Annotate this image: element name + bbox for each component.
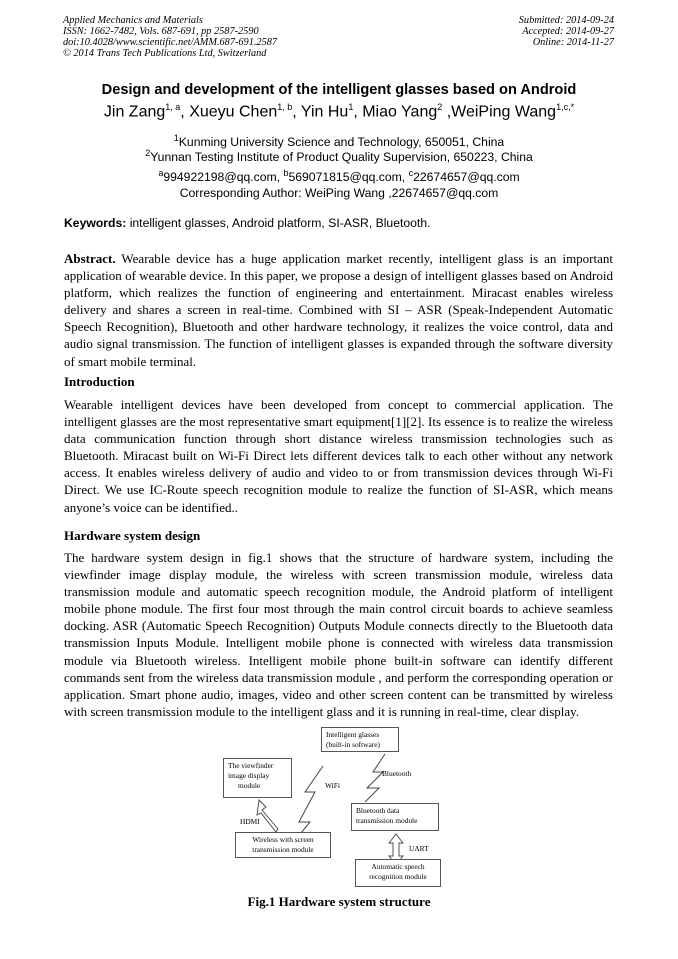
email-sup: c <box>408 168 414 178</box>
glasses-sublabel: (built-in software) <box>326 740 380 749</box>
email-sup: a <box>158 168 164 178</box>
journal-header <box>63 15 277 59</box>
abstract-label: Abstract. <box>64 251 116 266</box>
copyright: © 2014 Trans Tech Publications Ltd, Switzerland <box>63 48 267 59</box>
author-sup: 1,c,* <box>556 102 575 112</box>
asr-module-box <box>355 859 441 887</box>
wifi-link <box>297 766 323 838</box>
email-line <box>0 165 678 185</box>
viewfinder-label-3: module <box>238 781 261 790</box>
author-name: Yin Hu <box>300 103 349 121</box>
email-b: 569071815@qq.com, <box>288 170 406 185</box>
email-c: 22674657@qq.com <box>413 170 520 185</box>
introduction-heading: Introduction <box>64 374 135 389</box>
asr-module-label-2: recognition module <box>369 872 427 881</box>
affiliation-text: Kunming University Science and Technology, 650051, China <box>178 135 505 150</box>
hdmi-label: HDMI <box>240 817 260 826</box>
wireless-screen-box <box>235 832 331 858</box>
author-name: WeiPing Wang <box>451 103 557 121</box>
uart-label: UART <box>409 844 429 853</box>
issn: ISSN: 1662-7482, Vols. 687-691, pp 2587-2590 <box>63 26 259 37</box>
hardware-text: The hardware system design in fig.1 shows that the structure of hardware system, including the viewfinder image display module, the wireless with screen transmission module, wireless data transmission module and automatic speech recognition module, the Android platform of intelligent mobile phone module. The first four most through the main control circuit boards to achieve seamless docking. ASR (Automatic Speech Recognition) Outputs Module connects directly to the Bluetooth data transmission Inputs Module. Intelligent mobile phone is connected with wireless data transmission module via Bluetooth wireless. Intelligent mobile phone built-in software can identify different commands sent from the wireless data transmission module , and perform the corresponding operation or application. Smart phone audio, images, video and other screen content can be transmitted by wireless with screen transmission module to the intelligent glass and it is running in real-time, clear display. <box>64 550 613 719</box>
bluetooth-module-box <box>351 803 439 831</box>
keywords-text: intelligent glasses, Android platform, SI-ASR, Bluetooth. <box>126 216 431 230</box>
hardware-heading: Hardware system design <box>64 528 201 543</box>
paper-title: Design and development of the intelligent glasses based on Android <box>101 82 577 98</box>
wireless-screen-label-2: transmission module <box>252 845 314 854</box>
bluetooth-module-label-1: Bluetooth data <box>356 806 400 815</box>
abstract-text: Wearable device has a huge application market recently, intelligent glass is an important application of wearable device. In this paper, we propose a design of intelligent glasses based on Android platform, which realizes the function of engineering and entertainment. Miracast enables wireless delivery and shares a screen in real-time. Combined with SI – ASR (Speak-Independent Automatic Speech Recognition), Bluetooth and other hardware technology, it realizes the voice control, data and audio signal transmission. The function of intelligent glasses is expanded through the software diversity of smart mobile terminal. <box>64 251 613 369</box>
keywords <box>64 216 430 230</box>
bluetooth-module-label-2: transmission module <box>356 816 418 825</box>
email-a: 994922198@qq.com, <box>163 170 281 185</box>
keywords-label: Keywords: <box>64 216 127 230</box>
abstract <box>64 250 613 370</box>
author-name: Miao Yang <box>362 103 438 121</box>
wireless-screen-label-1: Wireless with screen <box>252 835 314 844</box>
bluetooth-label: Bluetooth <box>382 769 412 778</box>
journal-name: Applied Mechanics and Materials <box>63 15 203 26</box>
submitted-date: Submitted: 2014-09-24 <box>518 15 614 26</box>
affiliation-sup: 2 <box>145 148 151 158</box>
hdmi-arrow <box>257 800 278 832</box>
author-sup: 1, a <box>165 102 181 112</box>
asr-module-label-1: Automatic speech <box>371 862 425 871</box>
doi: doi:10.4028/www.scientific.net/AMM.687-691.2587 <box>63 37 278 48</box>
author-name: Xueyu Chen <box>189 103 278 121</box>
viewfinder-label-2: image display <box>228 771 270 780</box>
glasses-label: Intelligent glasses <box>326 730 380 739</box>
viewfinder-label-1: The viewfinder <box>228 761 274 770</box>
viewfinder-box <box>223 758 292 798</box>
author-sup: 2 <box>437 102 443 112</box>
corresponding-author: Corresponding Author: WeiPing Wang ,22674657@qq.com <box>179 186 499 201</box>
dates-header <box>519 15 614 48</box>
glasses-box <box>321 727 399 752</box>
hardware-diagram <box>215 726 477 888</box>
emails <box>0 165 678 201</box>
author-list: Jin Zang$^{1, a}$, Xueyu Chen$^{1, b}$, Yin Hu$^1$, Miao Yang$^2$ ,WeiPing Wang$^{1,c,*}$ <box>103 102 575 121</box>
affiliation-text: Yunnan Testing Institute of Product Quality Supervision, 650223, China <box>150 150 533 165</box>
online-date: Online: 2014-11-27 <box>532 37 614 48</box>
author-name: Jin Zang <box>103 103 166 121</box>
affiliation-2 <box>0 146 678 165</box>
accepted-date: Accepted: 2014-09-27 <box>522 26 614 37</box>
wifi-label: WiFi <box>325 781 340 790</box>
introduction-text: Wearable intelligent devices have been developed from concept to commercial application. The intelligent glasses are the most representative smart equipment[1][2]. Its essence is to realize the wireless data communication function through short distance wireless transmission technologies such as Bluetooth. Miracast built on Wi-Fi Direct lets different devices talk to each other without any network access. It enables wireless delivery of audio and video to or from transmission devices through Wi-Fi Direct. We use IC-Route speech recognition module to realize the function of SI-ASR, which means anyone’s voice can be identified.. <box>64 397 613 515</box>
bluetooth-link <box>365 754 385 802</box>
author-sup: 1 <box>348 102 354 112</box>
figure-caption: Fig.1 Hardware system structure <box>247 894 431 909</box>
author-sup: 1, b <box>277 102 293 112</box>
email-sup: b <box>283 168 289 178</box>
affiliation-sup: 1 <box>173 133 179 143</box>
